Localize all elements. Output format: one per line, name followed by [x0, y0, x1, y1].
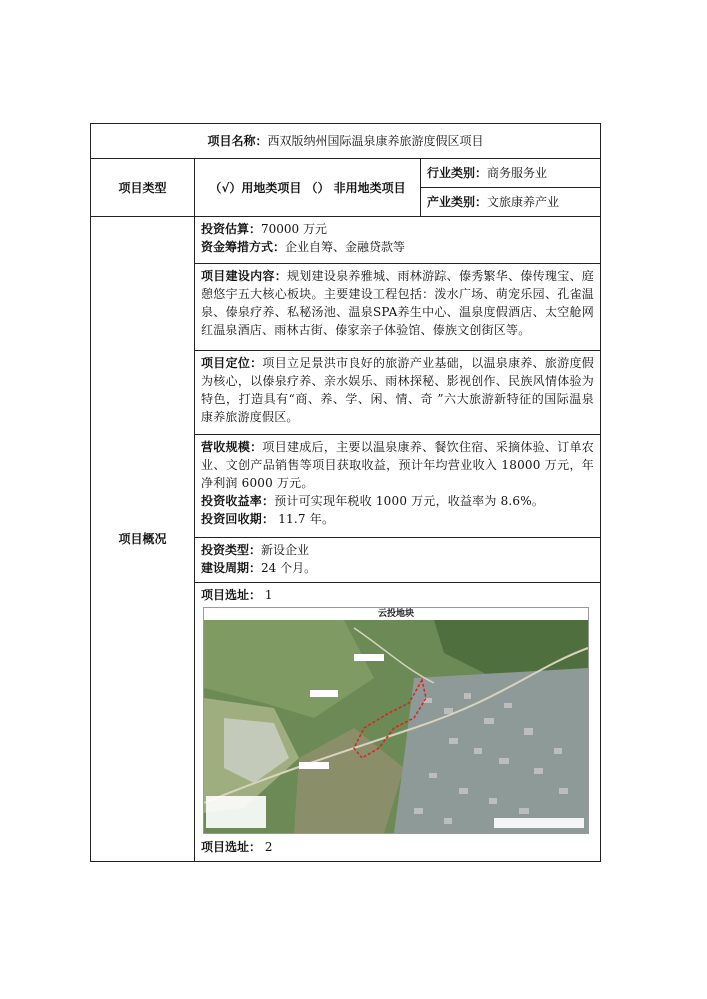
funding-label: 资金筹措方式：: [201, 240, 286, 254]
revenue-value: 项目建成后，主要以温泉康养、餐饮住宿、采摘体验、订单农业、文创产品销售等项目获取收益，预计年均营业收入 18000 万元，年净利润 6000 万元。: [201, 440, 594, 490]
industry-value: 商务服务业: [487, 166, 548, 180]
site1-value: 1: [261, 588, 273, 602]
positioning-cell: [195, 351, 601, 435]
site-map-image: [203, 607, 589, 834]
period-value: 24 个月。: [261, 561, 317, 575]
construction-label: 项目建设内容：: [201, 269, 287, 283]
site-cell: [195, 583, 601, 862]
positioning-label: 项目定位：: [201, 356, 263, 370]
project-info-table: [90, 123, 601, 862]
project-title-cell: [91, 124, 601, 159]
invest-type-label: 投资类型：: [201, 543, 262, 557]
site2-value: 2: [261, 840, 273, 854]
revenue-label: 营收规模：: [201, 440, 263, 454]
site2-label: 项目选址：: [201, 840, 262, 854]
payback-label: 投资回收期：: [201, 512, 275, 526]
invest-type-value: 新设企业: [261, 543, 310, 557]
positioning-value: 项目立足景洪市良好的旅游产业基础，以温泉康养、旅游度假为核心，以傣泉疗养、亲水娱乐、雨林探秘、影视创作、民族风情体验为特色，打造具有“商、养、学、闲、情、奇 ”六大旅游新特征的国际温泉康养旅游度假区。: [201, 356, 594, 424]
industry-label: 行业类别：: [427, 166, 488, 180]
sector-label: 产业类别：: [427, 195, 488, 209]
return-rate-value: 预计可实现年税收 1000 万元，收益率为 8.6%。: [274, 494, 545, 508]
site1-label: 项目选址：: [201, 588, 262, 602]
invest-type-cell: [195, 538, 601, 583]
investment-cell: [195, 217, 601, 264]
satellite-map-graphic: [204, 608, 588, 833]
payback-value: 11.7 年。: [274, 512, 335, 526]
investment-label: 投资估算：: [201, 222, 262, 236]
funding-value: 企业自筹、金融贷款等: [285, 240, 406, 254]
project-type-label: 项目类型: [91, 159, 195, 217]
project-name-label: 项目名称：: [207, 134, 268, 148]
project-type-options: （√）用地类项目 （） 非用地类项目: [195, 159, 421, 217]
project-name-value: 西双版纳州国际温泉康养旅游度假区项目: [267, 134, 484, 148]
construction-value: 规划建设泉养雅城、雨林游踪、傣秀繁华、傣传瑰宝、庭憩悠宇五大核心板块。主要建设工程包括：泼水广场、萌宠乐园、孔雀温泉、傣泉疗养、私秘汤池、温泉SPA养生中心、温泉度假酒店、太空舱网红温泉酒店、雨林古街、傣家亲子体验馆、傣族文创街区等。: [201, 269, 594, 337]
industry-cell: [421, 159, 601, 188]
revenue-cell: [195, 435, 601, 538]
construction-cell: [195, 264, 601, 351]
investment-value: 70000 万元: [261, 222, 328, 236]
return-rate-label: 投资收益率：: [201, 494, 275, 508]
sector-value: 文旅康养产业: [487, 195, 560, 209]
period-label: 建设周期：: [201, 561, 262, 575]
sector-cell: [421, 188, 601, 217]
overview-label: 项目概况: [91, 217, 195, 862]
map-title: 云投地块: [204, 608, 588, 620]
